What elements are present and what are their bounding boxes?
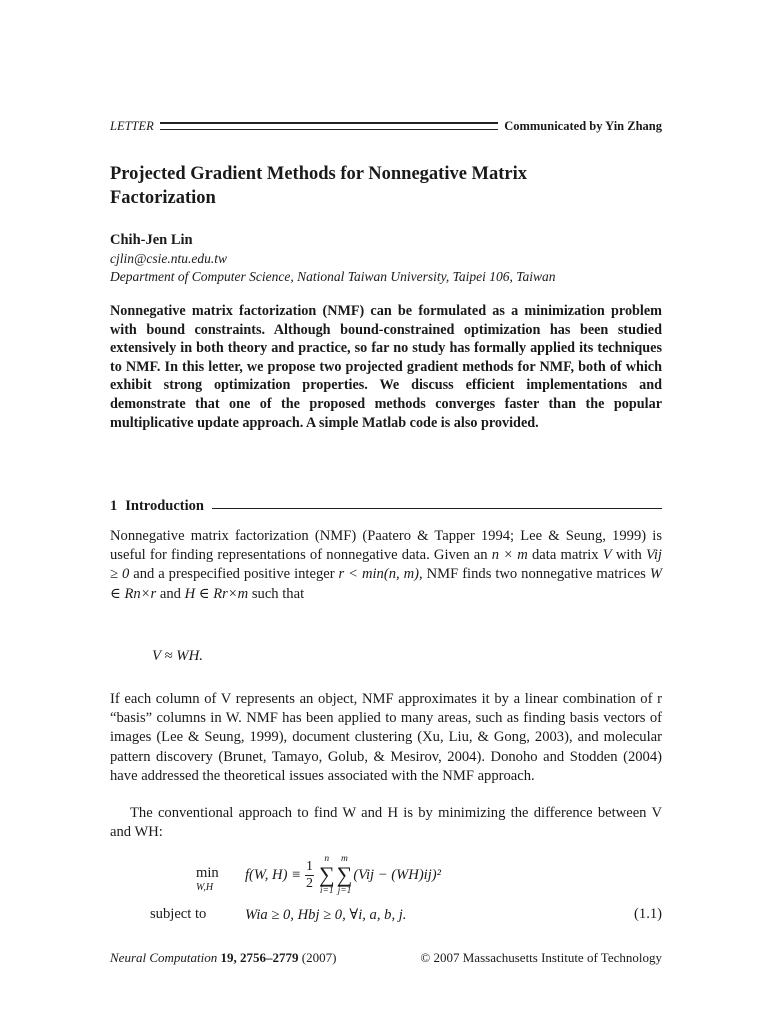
sum-over-j <box>337 854 353 896</box>
objective-expression <box>245 855 441 895</box>
display-equation-v-approx-wh: V ≈ WH. <box>152 648 204 664</box>
journal-citation <box>110 950 336 966</box>
author-affiliation: Department of Computer Science, National Taiwan University, Taipei 106, Taiwan <box>110 269 556 284</box>
math-inline: Vij ≥ 0 <box>110 547 662 583</box>
author-name: Chih-Jen Lin <box>110 232 193 248</box>
header-rule <box>160 122 498 130</box>
equation-1-1 <box>110 852 662 923</box>
math-inline: W ∈ Rn×r <box>110 566 662 602</box>
intro-paragraph-3: The conventional approach to find W and H is by minimizing the difference between V and WH: <box>110 805 662 841</box>
math-inline: r < min(n, m) <box>338 566 420 583</box>
sum-lower-limit: i=1 <box>319 886 334 896</box>
intro-paragraph-1 <box>110 527 662 604</box>
summand: (Vij − (WH)ij)² <box>353 866 442 883</box>
fraction-denominator: 2 <box>305 875 313 891</box>
communicated-by: Communicated by Yin Zhang <box>504 118 662 133</box>
objective-lhs: f(W, H) ≡ <box>245 866 301 883</box>
sum-upper-limit: n <box>324 854 330 864</box>
article-type-label: LETTER <box>110 118 154 133</box>
min-operator: min <box>196 865 219 881</box>
running-header <box>110 117 662 135</box>
sum-over-i <box>319 854 335 896</box>
paper-page <box>110 0 662 1024</box>
paper-title: Projected Gradient Methods for Nonnegative Matrix Factorization <box>110 164 528 208</box>
fraction-numerator: 1 <box>305 858 313 874</box>
sigma-icon: ∑ <box>336 862 353 887</box>
author-email: cjlin@csie.ntu.edu.tw <box>110 251 228 266</box>
journal-name: Neural Computation <box>110 950 218 965</box>
abstract: Nonnegative matrix factorization (NMF) can be formulated as a minimization problem with bound constraints. Although bound-constrained optimization has been studied extensively in both theory and practice, so far no study has formally applied its techniques to NMF. In this letter, we propose two projected gradient methods for NMF, both of which exhibit strong optimization properties. We discuss efficient implementations and demonstrate that one of the proposed methods converges faster than the popular multiplicative update approach. A simple Matlab code is also provided. <box>110 303 662 431</box>
text-run: and <box>156 585 185 602</box>
math-inline: V <box>602 547 612 564</box>
text-run: with <box>611 547 647 564</box>
section-rule <box>212 508 662 509</box>
text-run: Nonnegative matrix factorization (NMF) (Paatero & Tapper 1994; Lee & Seung, 1999) is useful for finding representations of nonnegative data. Given an <box>110 528 662 564</box>
sigma-icon: ∑ <box>318 862 335 887</box>
min-subscript: W,H <box>196 882 214 893</box>
text-run: and a prespecified positive integer <box>129 566 339 583</box>
text-run: , NMF finds two nonnegative matrices <box>419 566 650 583</box>
section-title: Introduction <box>125 497 204 514</box>
intro-paragraph-2: If each column of V represents an object, NMF approximates it by a linear combination of r “basis” columns in W. NMF has been applied to many areas, such as finding basis vectors of images (Lee & Seung, 1999), document clustering (Xu, Liu, & Gong, 2003), and molecular pattern discovery (Brunet, Tamayo, Golub, & Mesirov, 2004). Donoho and Stodden (2004) have addressed the theoretical issues associated with the NMF approach. <box>110 691 662 784</box>
journal-volume-pages: 19, 2756–2779 <box>220 950 299 965</box>
section-heading <box>110 497 662 515</box>
fraction-one-half <box>305 860 314 891</box>
math-inline: H ∈ Rr×m <box>184 585 249 602</box>
text-run: data matrix <box>527 547 603 564</box>
equation-number: (1.1) <box>634 906 662 922</box>
copyright-notice: © 2007 Massachusetts Institute of Technology <box>420 950 662 965</box>
math-inline: n × m <box>491 547 528 564</box>
sum-upper-limit: m <box>341 854 348 864</box>
page-footer <box>110 950 662 966</box>
section-number: 1 <box>110 497 118 514</box>
journal-year: (2007) <box>301 950 337 965</box>
subject-to-label: subject to <box>150 906 207 922</box>
sum-lower-limit: j=1 <box>337 886 352 896</box>
text-run: such that <box>248 585 305 602</box>
constraints: Wia ≥ 0, Hbj ≥ 0, ∀i, a, b, j. <box>245 907 407 923</box>
